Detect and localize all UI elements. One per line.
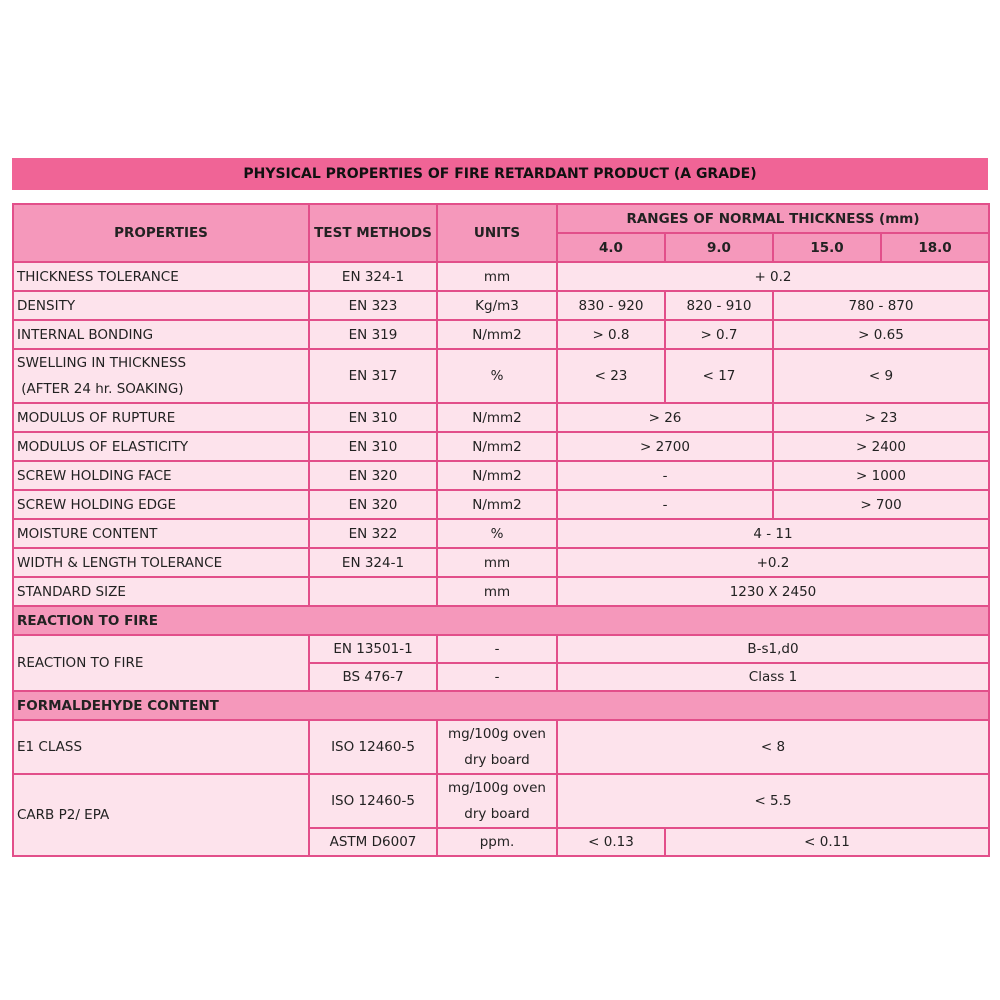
table-row xyxy=(13,519,989,548)
value-4-9: > 2700 xyxy=(557,432,773,461)
table-row xyxy=(13,403,989,432)
value-4: > 0.8 xyxy=(557,320,665,349)
value-15-18: > 1000 xyxy=(773,461,989,490)
value-15-18: > 2400 xyxy=(773,432,989,461)
table-row xyxy=(13,291,989,320)
value-4-9: - xyxy=(557,490,773,519)
property-name xyxy=(13,349,309,403)
unit-line1: mg/100g oven xyxy=(447,780,546,796)
property-name: SCREW HOLDING EDGE xyxy=(13,490,309,519)
value-all: B-s1,d0 xyxy=(557,635,989,663)
value-15-18: > 0.65 xyxy=(773,320,989,349)
value-all: Class 1 xyxy=(557,663,989,691)
unit xyxy=(437,720,557,774)
table-row xyxy=(13,320,989,349)
test-method: EN 317 xyxy=(309,349,437,403)
section-row-formaldehyde xyxy=(13,691,989,720)
table-row xyxy=(13,774,989,828)
section-title-formaldehyde: FORMALDEHYDE CONTENT xyxy=(13,691,989,720)
unit: - xyxy=(437,663,557,691)
unit-line2: dry board xyxy=(464,752,530,768)
unit: Kg/m3 xyxy=(437,291,557,320)
test-method: EN 319 xyxy=(309,320,437,349)
property-name-line2: (AFTER 24 hr. SOAKING) xyxy=(17,381,184,397)
table-row xyxy=(13,720,989,774)
table-row xyxy=(13,432,989,461)
test-method: EN 310 xyxy=(309,432,437,461)
header-units: UNITS xyxy=(437,204,557,262)
unit: mm xyxy=(437,262,557,291)
value-4: < 23 xyxy=(557,349,665,403)
value-all: < 5.5 xyxy=(557,774,989,828)
unit: ppm. xyxy=(437,828,557,856)
unit: N/mm2 xyxy=(437,490,557,519)
value-all: +0.2 xyxy=(557,548,989,577)
table-row xyxy=(13,262,989,291)
value-all: 4 - 11 xyxy=(557,519,989,548)
value-15-18: > 700 xyxy=(773,490,989,519)
unit: mm xyxy=(437,548,557,577)
value-15-18: < 9 xyxy=(773,349,989,403)
header-thickness-15: 15.0 xyxy=(773,233,881,262)
value-4: < 0.13 xyxy=(557,828,665,856)
property-name: MOISTURE CONTENT xyxy=(13,519,309,548)
property-name: REACTION TO FIRE xyxy=(13,635,309,691)
value-15-18: > 23 xyxy=(773,403,989,432)
property-name-line1: SWELLING IN THICKNESS xyxy=(17,355,187,371)
unit-line1: mg/100g oven xyxy=(447,726,546,742)
test-method: EN 320 xyxy=(309,490,437,519)
table-row xyxy=(13,635,989,663)
value-4-9: - xyxy=(557,461,773,490)
test-method: ISO 12460-5 xyxy=(309,774,437,828)
unit: N/mm2 xyxy=(437,320,557,349)
test-method: EN 13501-1 xyxy=(309,635,437,663)
unit: N/mm2 xyxy=(437,432,557,461)
test-method: EN 310 xyxy=(309,403,437,432)
test-method: EN 323 xyxy=(309,291,437,320)
header-thickness-18: 18.0 xyxy=(881,233,989,262)
test-method: ISO 12460-5 xyxy=(309,720,437,774)
table-row xyxy=(13,349,989,403)
unit: mm xyxy=(437,577,557,606)
property-name: MODULUS OF ELASTICITY xyxy=(13,432,309,461)
section-row-reaction xyxy=(13,606,989,635)
header-test-methods: TEST METHODS xyxy=(309,204,437,262)
header-ranges: RANGES OF NORMAL THICKNESS (mm) xyxy=(557,204,989,233)
header-properties: PROPERTIES xyxy=(13,204,309,262)
property-name: DENSITY xyxy=(13,291,309,320)
table-row xyxy=(13,548,989,577)
unit: N/mm2 xyxy=(437,461,557,490)
value-all: + 0.2 xyxy=(557,262,989,291)
value-9-18: < 0.11 xyxy=(665,828,989,856)
test-method: EN 320 xyxy=(309,461,437,490)
value-9: 820 - 910 xyxy=(665,291,773,320)
properties-table xyxy=(12,203,990,857)
table-row xyxy=(13,461,989,490)
value-4-9: > 26 xyxy=(557,403,773,432)
header-thickness-9: 9.0 xyxy=(665,233,773,262)
unit: - xyxy=(437,635,557,663)
unit: N/mm2 xyxy=(437,403,557,432)
test-method: EN 324-1 xyxy=(309,262,437,291)
test-method: EN 322 xyxy=(309,519,437,548)
property-name: STANDARD SIZE xyxy=(13,577,309,606)
test-method: EN 324-1 xyxy=(309,548,437,577)
value-all: < 8 xyxy=(557,720,989,774)
unit: % xyxy=(437,519,557,548)
value-9: > 0.7 xyxy=(665,320,773,349)
property-name: INTERNAL BONDING xyxy=(13,320,309,349)
test-method: BS 476-7 xyxy=(309,663,437,691)
value-all: 1230 X 2450 xyxy=(557,577,989,606)
table-row xyxy=(13,577,989,606)
test-method: ASTM D6007 xyxy=(309,828,437,856)
value-15-18: 780 - 870 xyxy=(773,291,989,320)
property-name: MODULUS OF RUPTURE xyxy=(13,403,309,432)
table-row xyxy=(13,490,989,519)
unit: % xyxy=(437,349,557,403)
header-thickness-4: 4.0 xyxy=(557,233,665,262)
property-name: WIDTH & LENGTH TOLERANCE xyxy=(13,548,309,577)
section-title-reaction: REACTION TO FIRE xyxy=(13,606,989,635)
unit-line2: dry board xyxy=(464,806,530,822)
unit xyxy=(437,774,557,828)
table-title: PHYSICAL PROPERTIES OF FIRE RETARDANT PRODUCT (A GRADE) xyxy=(12,158,988,190)
test-method xyxy=(309,577,437,606)
value-4: 830 - 920 xyxy=(557,291,665,320)
property-name: E1 CLASS xyxy=(13,720,309,774)
property-name: CARB P2/ EPA xyxy=(13,774,309,856)
value-9: < 17 xyxy=(665,349,773,403)
property-name: SCREW HOLDING FACE xyxy=(13,461,309,490)
property-name: THICKNESS TOLERANCE xyxy=(13,262,309,291)
